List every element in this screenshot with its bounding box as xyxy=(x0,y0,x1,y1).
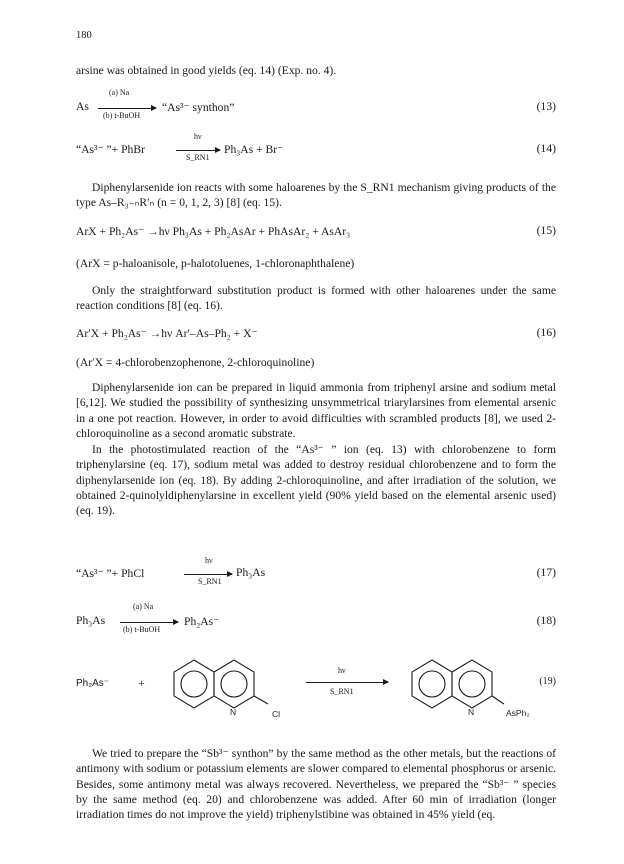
eq16-text: Ar′X + Ph₂As⁻ →hν Ar′–As–Ph₂ + X⁻ xyxy=(76,327,258,340)
eq13-above: (a) Na xyxy=(109,88,130,97)
eq14-right: Ph₃As + Br⁻ xyxy=(224,143,284,156)
eq19-number: (19) xyxy=(539,676,556,687)
eq13-left: As xyxy=(76,100,89,113)
eq14-left: “As³⁻ ”+ PhBr xyxy=(76,143,145,156)
eq14-below: S_RN1 xyxy=(186,153,210,162)
paragraph-photostimulated: In the photostimulated reaction of the “As³⁻ ” ion (eq. 13) with chlorobenzene to form triphenylarsine (eq. 17), sodium metal was added to destroy residual chlorobenzene and to form the diphenylarsenide ion (eq. 18). By adding 2-chloroquinoline, and after irradiation of the solution, we obtained 2-quinolyldiphenylarsine in excellent yield (90% yield based on the elemental arsenic used) (eq. 19). xyxy=(76,443,556,518)
note-eq16: (Ar′X = 4-chlorobenzophenone, 2-chloroquinoline) xyxy=(76,356,315,369)
paragraph-antimony: We tried to prepare the “Sb³⁻ synthon” by the same method as the other metals, but the reactions of antimony with sodium or potassium elements are slower compared to elemental phosphorus or arsenic. Besides, some antimony metal was always recovered. Nevertheless, we prepared the “Sb³⁻ ” species by the same method (eq. 20) and chlorobenzene was added. After 60 min of irradiation (longer irradiation times do not improve the yield) triphenylstibine was obtained in 45% yield (eq. xyxy=(76,747,556,822)
eq16-number: (16) xyxy=(536,326,556,339)
paragraph-substitution: Only the straightforward substitution product is formed with other haloarenes under the same reaction conditions [8] (eq. 16). xyxy=(76,284,556,313)
paragraph-diphenylarsenide: Diphenylarsenide ion can be prepared in liquid ammonia from triphenyl arsine and sodium metal [6,12]. We studied the possibility of synthesizing unsymmetrical triarylarsines from elemental arsenic in a one pot reaction. However, in order to avoid difficulties with scrambled products [8], we used 2-chloroquinoline as a second aromatic substrate. xyxy=(76,381,556,440)
eq17-right: Ph₃As xyxy=(236,566,266,579)
eq19-reagent: Ph₂As⁻ xyxy=(76,678,110,689)
2-quinolyldiphenylarsine-structure xyxy=(402,652,522,720)
2-chloroquinoline-structure xyxy=(164,652,284,720)
eq18-left: Ph₃As xyxy=(76,614,106,627)
eq17-number: (17) xyxy=(536,566,556,579)
eq14-above: hν xyxy=(194,132,202,141)
equation-13 xyxy=(76,88,556,126)
eq18-above: (a) Na xyxy=(133,602,154,611)
eq18-right: Ph₂As⁻ xyxy=(184,615,220,628)
equation-19 xyxy=(76,652,556,720)
eq17-below: S_RN1 xyxy=(198,577,222,586)
eq19-n1: N xyxy=(230,707,237,717)
reaction-arrow xyxy=(184,574,232,575)
equation-16 xyxy=(76,322,556,352)
equation-17 xyxy=(76,556,556,592)
eq17-above: hν xyxy=(205,556,213,565)
page-number: 180 xyxy=(76,30,92,41)
equation-15 xyxy=(76,220,556,250)
eq14-number: (14) xyxy=(536,142,556,155)
eq19-below: S_RN1 xyxy=(330,687,354,696)
eq13-right: “As³⁻ synthon” xyxy=(162,101,235,114)
reaction-arrow xyxy=(98,108,156,109)
reaction-arrow xyxy=(176,150,220,151)
eq13-number: (13) xyxy=(536,100,556,113)
eq15-number: (15) xyxy=(536,224,556,237)
paragraph-intro: arsine was obtained in good yields (eq. 14) (Exp. no. 4). xyxy=(76,64,337,77)
eq19-asph2: AsPh₂ xyxy=(506,708,530,718)
note-eq15: (ArX = p-haloanisole, p-halotoluenes, 1-chloronaphthalene) xyxy=(76,257,355,270)
eq18-number: (18) xyxy=(536,614,556,627)
reaction-arrow xyxy=(306,682,388,683)
eq19-n2: N xyxy=(468,707,475,717)
eq19-plus: + xyxy=(138,676,145,690)
equation-18 xyxy=(76,602,556,640)
eq15-text: ArX + Ph₂As⁻ →hν Ph₃As + Ph₂AsAr + PhAsAr₂ + AsAr₃ xyxy=(76,225,351,238)
eq18-below: (b) t-BuOH xyxy=(123,625,161,634)
eq19-cl: Cl xyxy=(272,709,281,719)
equation-14 xyxy=(76,132,556,168)
reaction-arrow xyxy=(120,622,178,623)
eq17-left: “As³⁻ ”+ PhCl xyxy=(76,567,145,580)
paragraph-haloarenes: Diphenylarsenide ion reacts with some haloarenes by the S_RN1 mechanism giving products of the type As–R₃₋ₙR′ₙ (n = 0, 1, 2, 3) [8] (eq. 15). xyxy=(76,181,556,210)
eq19-above: hν xyxy=(338,666,346,675)
eq13-below: (b) t-BuOH xyxy=(103,111,141,120)
